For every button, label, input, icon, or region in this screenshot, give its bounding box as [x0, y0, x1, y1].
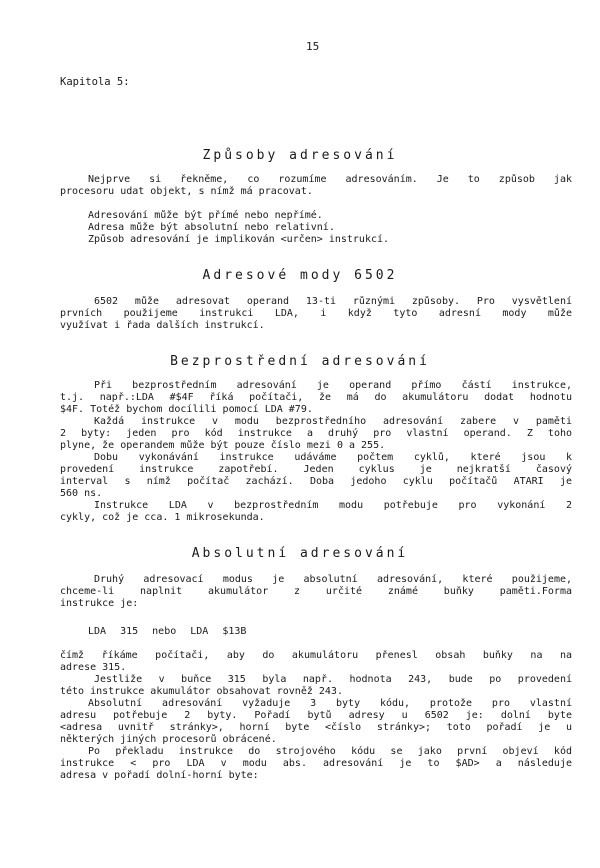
paragraph-line: Instrukce LDA v bezprostředním modu potřebuje pro vykonání 2	[94, 500, 572, 511]
heading-bezprostredni-adresovani: Bezprostřední adresování	[170, 354, 430, 369]
paragraph-line: $4F. Totéž bychom docílili pomocí LDA #79.	[60, 404, 313, 415]
paragraph-line: Při bezprostředním adresování je operand přímo částí instrukce,	[94, 380, 572, 391]
paragraph-line: chceme-li naplnit akumulátor z určité známé buňky paměti.Forma	[60, 586, 572, 597]
heading-absolutni-adresovani: Absolutní adresování	[191, 546, 409, 561]
paragraph-line: instrukce < pro LDA v modu abs. adresování je to $AD> a následuje	[60, 758, 572, 769]
paragraph-line: provedení instrukce zapotřebí. Jeden cyklus je nejkratší časový	[60, 464, 572, 475]
paragraph-line: instrukce je:	[60, 598, 139, 609]
list-item: Adresování může být přímé nebo nepřímé.	[88, 210, 323, 221]
paragraph-line: interval s nímž počítač zachází. Doba jedoho cyklu počítačů ATARI je	[60, 476, 572, 487]
paragraph-line: některých jiných procesorů obrácené.	[60, 734, 277, 745]
paragraph-line: t.j. např.:LDA #$4F říká počítači, že má do akumulátoru dodat hodnotu	[60, 392, 572, 403]
paragraph-line: Po překladu instrukce do strojového kódu se jako první objeví kód	[88, 746, 572, 757]
paragraph-line: prvních použijeme instrukci LDA, i když tyto adresní mody může	[60, 308, 572, 319]
paragraph-line: procesoru udat objekt, s nímž má pracovat.	[60, 186, 313, 197]
heading-adresove-mody: Adresové mody 6502	[202, 268, 398, 283]
code-example: LDA 315 nebo LDA $13B	[88, 626, 247, 637]
paragraph-line: čímž říkáme počítači, aby do akumulátoru přenesl obsah buňky na na	[60, 650, 572, 661]
paragraph-line: plyne, že operandem může být pouze číslo mezi 0 a 255.	[60, 440, 386, 451]
paragraph-line: 560 ns.	[60, 488, 103, 499]
paragraph-line: Nejprve si řekněme, co rozumíme adresováním. Je to způsob jak	[88, 174, 572, 185]
paragraph-line: Jestliže v buňce 315 byla např. hodnota 243, bude po provedení	[94, 674, 572, 685]
paragraph-line: využívat i řada dalších instrukcí.	[60, 320, 265, 331]
paragraph-line: Druhý adresovací modus je absolutní adresování, které použijeme,	[94, 574, 572, 585]
list-item: Způsob adresování je implikován <určen> instrukcí.	[88, 234, 390, 245]
paragraph-line: Každá instrukce v modu bezprostředního adresování zabere v paměti	[94, 416, 572, 427]
paragraph-line: <adresa uvnitř stránky>, horní byte <číslo stránky>; toto pořadí je u	[60, 722, 572, 733]
paragraph-line: adresu potřebuje 2 byty. Pořadí bytů adresy u 6502 je: dolní byte	[60, 710, 572, 721]
list-item: Adresa může být absolutní nebo relativní.	[88, 222, 335, 233]
paragraph-line: 2 byty: jeden pro kód instrukce a druhý pro vlastní operand. Z toho	[60, 428, 572, 439]
paragraph-line: adrese 315.	[60, 662, 127, 673]
chapter-label: Kapitola 5:	[60, 76, 130, 88]
page-number: 15	[306, 40, 320, 53]
paragraph-line: 6502 může adresovat operand 13-ti různými způsoby. Pro vysvětlení	[94, 296, 572, 307]
paragraph-line: cykly, což je cca. 1 mikrosekunda.	[60, 512, 265, 523]
heading-zpusoby-adresovani: Způsoby adresování	[202, 148, 398, 163]
paragraph-line: Absolutní adresování vyžaduje 3 byty kódu, protože pro vlastní	[88, 698, 572, 709]
paragraph-line: adresa v pořadí dolní-horní byte:	[60, 770, 259, 781]
paragraph-line: této instrukce akumulátor obsahovat rovněž 243.	[60, 686, 343, 697]
paragraph-line: Dobu vykonávání instrukce udáváme počtem cyklů, které jsou k	[94, 452, 572, 463]
